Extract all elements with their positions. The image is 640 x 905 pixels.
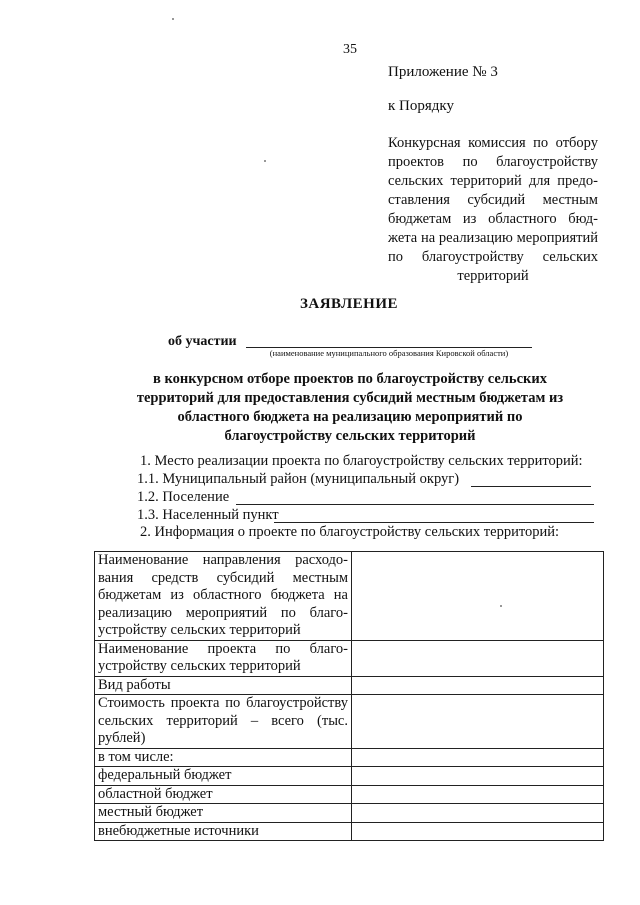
row-label: Наименование направления расходования средств субсидий местным бюджетам из областного бюджета на реализацию мероприятий по благоустройству сельских территорий: [95, 552, 352, 641]
row-label: Вид работы: [95, 676, 352, 695]
item-locality-label: 1.3. Населенный пункт: [137, 507, 279, 523]
district-fill-line[interactable]: [471, 486, 591, 487]
table-row: [95, 695, 604, 749]
table-row: [95, 822, 604, 841]
row-value-cell[interactable]: [352, 822, 604, 841]
participant-caption: (наименование муниципального образования Кировской области): [269, 348, 509, 358]
participation-label: об участии: [168, 334, 237, 349]
project-info-table: [94, 551, 604, 841]
table-row: [95, 748, 604, 767]
row-value-cell[interactable]: [352, 676, 604, 695]
row-label: местный бюджет: [95, 804, 352, 823]
item-info-heading: 2. Информация о проекте по благоустройству сельских территорий:: [140, 524, 560, 540]
table-row: [95, 785, 604, 804]
table-row: [95, 552, 604, 641]
row-label: Стоимость проекта по благоустройству сельских территорий – всего (тыс. рублей): [95, 695, 352, 749]
document-title: ЗАЯВЛЕНИЕ: [299, 296, 399, 312]
row-value-cell[interactable]: [352, 767, 604, 786]
item-district-label: 1.1. Муниципальный район (муниципальный округ): [137, 471, 460, 487]
row-label: внебюджетные источники: [95, 822, 352, 841]
table-row: [95, 767, 604, 786]
row-label: Наименование проекта по благоустройству сельских территорий: [95, 640, 352, 676]
table-row: [95, 804, 604, 823]
page-number: 35: [343, 42, 357, 57]
appendix-title: Приложение № 3: [388, 64, 498, 80]
settlement-fill-line[interactable]: [236, 504, 594, 505]
row-label: областной бюджет: [95, 785, 352, 804]
row-label: федеральный бюджет: [95, 767, 352, 786]
row-label: в том числе:: [95, 748, 352, 767]
row-value-cell[interactable]: [352, 804, 604, 823]
application-subject: в конкурсном отборе проектов по благоустройству сельских территорий для предоставления субсидий местным бюджетам из областного бюджета на реализацию мероприятий по благоустройству сельских территорий: [136, 371, 564, 444]
scan-speck: [264, 160, 266, 162]
appendix-reference: к Порядку: [388, 98, 454, 114]
scan-speck: [172, 18, 174, 20]
row-value-cell[interactable]: [352, 640, 604, 676]
row-value-cell[interactable]: [352, 695, 604, 749]
row-value-cell[interactable]: [352, 748, 604, 767]
item-location-heading: 1. Место реализации проекта по благоустройству сельских территорий:: [140, 453, 583, 469]
locality-fill-line[interactable]: [274, 522, 594, 523]
row-value-cell[interactable]: [352, 552, 604, 641]
addressee-block: Конкурсная комиссия по отбору проектов по благоустройству сельских территорий для предоставления субсидий местным бюджетам из областного бюджета на реализацию мероприятий по благоустройству сельских территорий: [388, 135, 598, 284]
table-row: [95, 640, 604, 676]
table-row: [95, 676, 604, 695]
row-value-cell[interactable]: [352, 785, 604, 804]
item-settlement-label: 1.2. Поселение: [137, 489, 230, 505]
